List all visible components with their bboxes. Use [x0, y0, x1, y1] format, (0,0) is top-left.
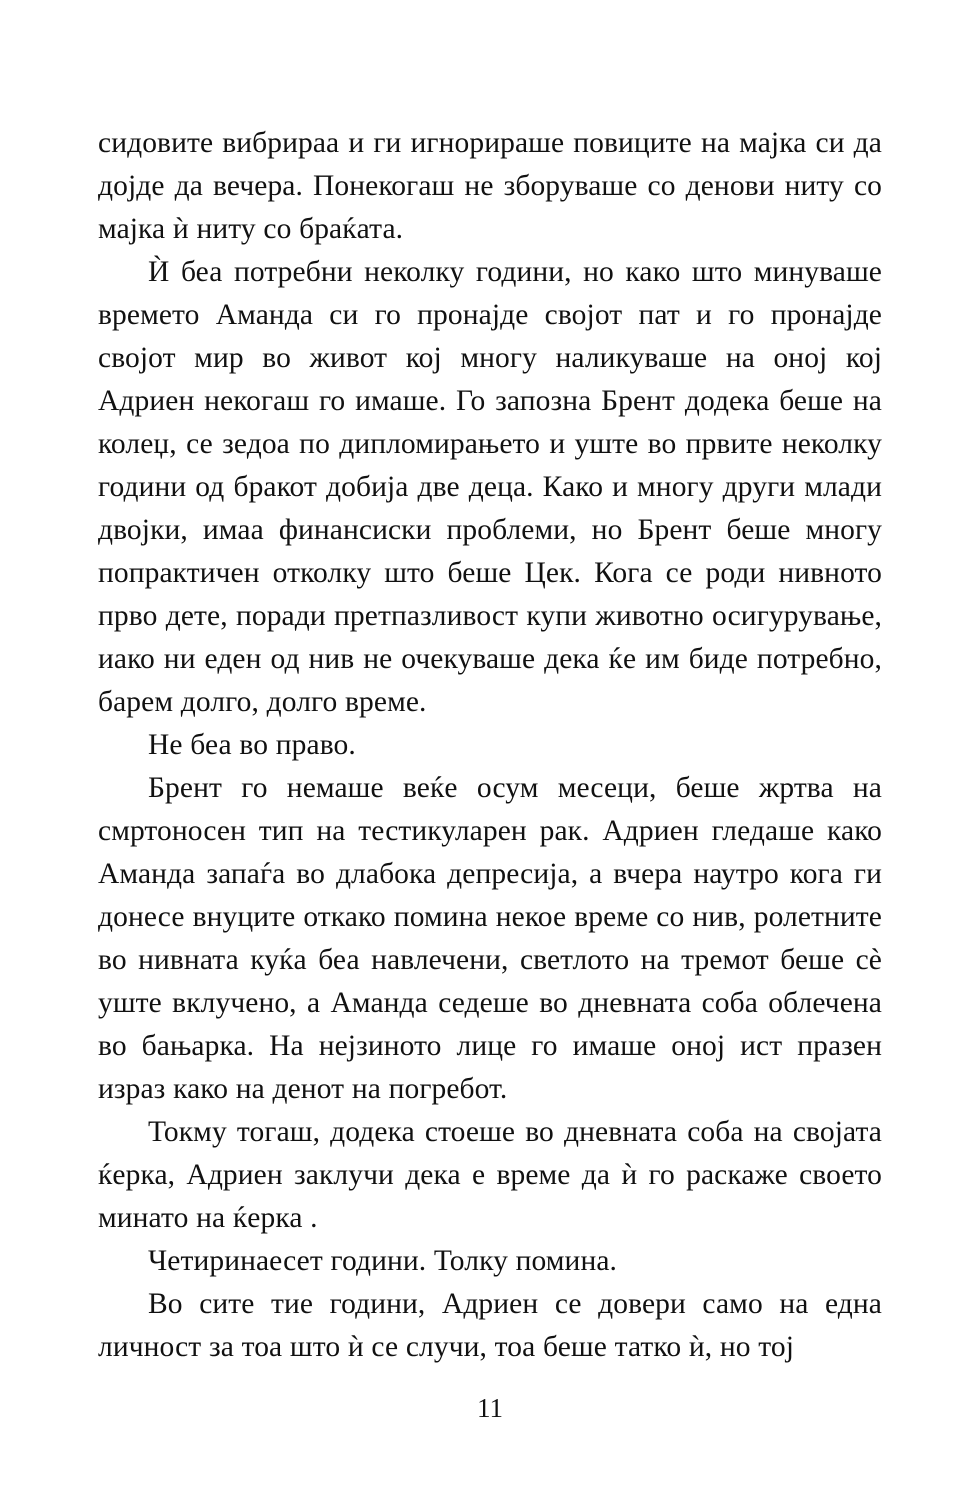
paragraph: Четиринаесет години. Толку помина.: [148, 1245, 617, 1277]
paragraph: Во сите тие години, Адриен се довери само на една личност за тоа што ѝ се случи, тоа беше татко ѝ, но тој: [98, 1288, 882, 1363]
paragraph: Брент го немаше веќе осум месеци, беше жртва на смртоносен тип на тестикуларен рак. Адриен гледаше како Аманда запаѓа во длабока депресија, а вчера наутро кога ги донесе внуците откако помина некое време со нив, ролетните во нивната куќа беа навлечени, светлото на тремот беше сѐ уште вклучено, а Аманда седеше во дневната соба облечена во бањарка. На нејзиното лице го имаше оној ист празен израз како на денот на погребот.: [98, 772, 882, 1105]
paragraph: Токму тогаш, додека стоеше во дневната соба на својата ќерка, Адриен заклучи дека е време да ѝ го раскаже своето минато на ќерка .: [98, 1116, 882, 1234]
paragraph: Ѝ беа потребни неколку години, но како што минуваше времето Аманда си го пронајде својот пат и го пронајде својот мир во живот кој многу наликуваше на оној кој Адриен некогаш го имаше. Го запозна Брент додека беше на колеџ, се зедоа по дипломирањето и уште во првите неколку години од бракот добија две деца. Како и многу други млади двојки, имаа финансиски проблеми, но Брент беше многу попрактичен отколку што беше Цек. Кога се роди нивното прво дете, поради претпазливост купи животно осигурување, иако ни еден од нив не очекуваше дека ќе им биде потребно, барем долго, долго време.: [98, 256, 882, 718]
page-text-block: [98, 122, 882, 1369]
paragraph-continuation: сидовите вибрираа и ги игнорираше повиците на мајка си да дојде да вечера. Понекогаш не зборуваше со денови ниту со мајка ѝ ниту со браќата.: [98, 127, 882, 245]
paragraph: Не беа во право.: [148, 729, 356, 761]
page-number: 11: [477, 1393, 503, 1423]
